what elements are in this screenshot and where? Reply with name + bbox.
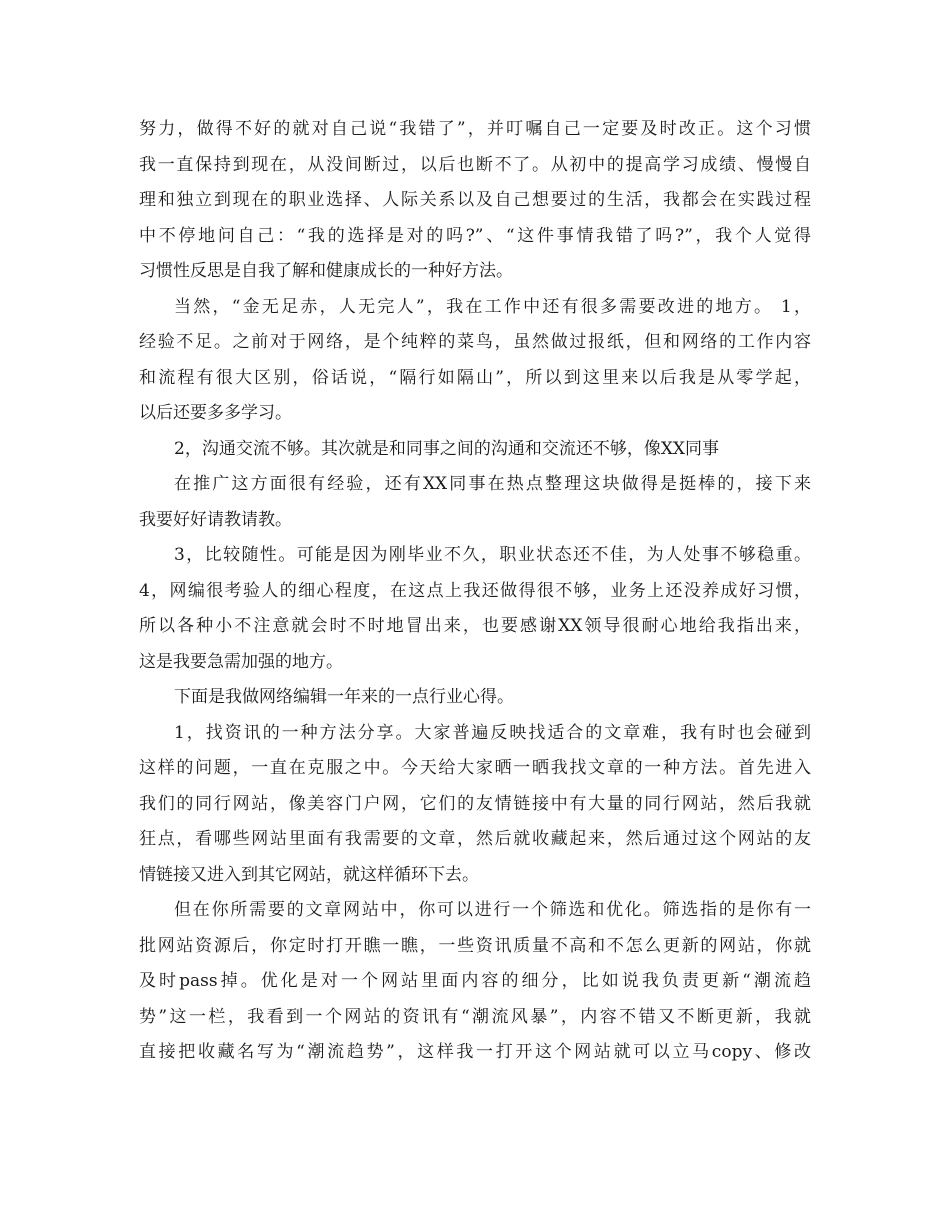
- text-line: 努力，做得不好的就对自己说“我错了”，并叮嘱自己一定要及时改正。这个习惯: [139, 119, 811, 139]
- text-line: 及时pass掉。优化是对一个网站里面内容的细分，比如说我负责更新“潮流趋: [139, 971, 811, 991]
- text-line: 习惯性反思是自我了解和健康成长的一种好方法。: [139, 261, 513, 281]
- text-line: 经验不足。之前对于网络，是个纯粹的菜鸟，虽然做过报纸，但和网络的工作内容: [139, 332, 811, 352]
- document-body: [139, 112, 811, 1071]
- text-line: 直接把收藏名写为“潮流趋势”，这样我一打开这个网站就可以立马copy、修改: [139, 1042, 811, 1062]
- text-line: 情链接又进入到其它网站，就这样循环下去。: [139, 864, 479, 885]
- text-line: 3，比较随性。可能是因为刚毕业不久，职业状态还不佳，为人处事不够稳重。: [174, 545, 811, 565]
- text-line: 势”这一栏，我看到一个网站的资讯有“潮流风暴”，内容不错又不断更新，我就: [139, 1006, 811, 1027]
- text-line: 理和独立到现在的职业选择、人际关系以及自己想要过的生活，我都会在实践过程: [139, 190, 811, 210]
- text-line: 和流程有很大区别，俗话说，“隔行如隔山”，所以到这里来以后我是从零学起，: [139, 367, 811, 388]
- text-line: 我要好好请教请教。: [139, 509, 292, 530]
- text-line: 在推广这方面很有经验，还有XX同事在热点整理这块做得是挺棒的，接下来: [174, 474, 811, 494]
- text-line: 所以各种小不注意就会时不时地冒出来，也要感谢XX领导很耐心地给我指出来，: [139, 616, 811, 636]
- text-line: 我一直保持到现在，从没间断过，以后也断不了。从初中的提高学习成绩、慢慢自: [139, 154, 811, 175]
- text-line: 这样的问题，一直在克服之中。今天给大家晒一晒我找文章的一种方法。首先进入: [139, 758, 811, 778]
- text-line: 当然，“金无足赤，人无完人”，我在工作中还有很多需要改进的地方。 1，: [174, 296, 811, 317]
- text-line: 中不停地问自己：“我的选择是对的吗?”、“这件事情我错了吗?”，我个人觉得: [139, 225, 811, 246]
- text-line: 批网站资源后，你定时打开瞧一瞧，一些资讯质量不高和不怎么更新的网站，你就: [139, 935, 811, 956]
- text-line: 4，网编很考验人的细心程度，在这点上我还做得很不够，业务上还没养成好习惯，: [139, 580, 811, 601]
- text-line: 1，找资讯的一种方法分享。大家普遍反映找适合的文章难，我有时也会碰到: [174, 722, 811, 743]
- text-line: 下面是我做网络编辑一年来的一点行业心得。: [174, 687, 514, 707]
- text-line: 但在你所需要的文章网站中，你可以进行一个筛选和优化。筛选指的是你有一: [174, 900, 811, 920]
- text-line: 我们的同行网站，像美容门户网，它们的友情链接中有大量的同行网站，然后我就: [139, 793, 811, 814]
- text-line: 2，沟通交流不够。其次就是和同事之间的沟通和交流还不够，像XX同事: [174, 438, 720, 459]
- text-line: 狂点，看哪些网站里面有我需要的文章，然后就收藏起来，然后通过这个网站的友: [139, 829, 811, 849]
- text-line: 以后还要多多学习。: [139, 403, 292, 423]
- text-line: 这是我要急需加强的地方。: [139, 651, 343, 672]
